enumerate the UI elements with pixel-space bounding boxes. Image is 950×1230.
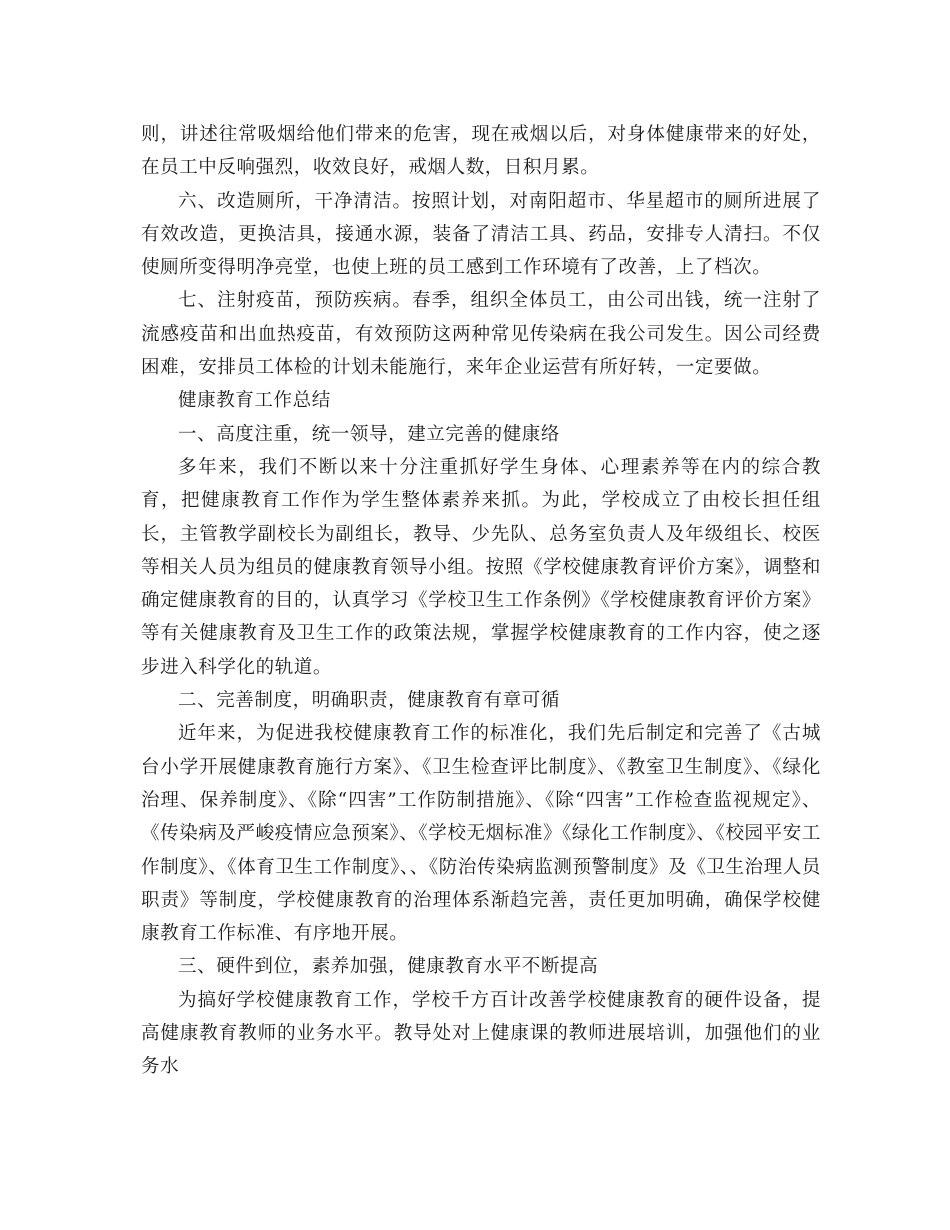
paragraph-toilet-renovation: 六、改造厕所，干净清洁。按照计划，对南阳超市、华星超市的厕所进展了有效改造，更换洁具，接通水源，装备了清洁工具、药品，安排专人清扫。不仅使厕所变得明净亮堂，也使上班的员工感到工作环境有了改善，上了档次。 [141,190,821,279]
paragraph-leadership: 多年来，我们不断以来十分注重抓好学生身体、心理素养等在内的综合教育，把健康教育工作作为学生整体素养来抓。为此，学校成立了由校长担任组长，主管教学副校长为副组长，教导、少先队、总务室负责人及年级组长、校医等相关人员为组员的健康教育领导小组。按照《学校健康教育评价方案》，调整和确定健康教育的目的，认真学习《学校卫生工作条例》《学校健康教育评价方案》等有关健康教育及卫生工作的政策法规，掌握学校健康教育的工作内容，使之逐步进入科学化的轨道。 [141,456,821,678]
paragraph-hardware: 为搞好学校健康教育工作，学校千方百计改善学校健康教育的硬件设备，提高健康教育教师的业务水平。教导处对上健康课的教师进展培训，加强他们的业务水 [141,989,821,1078]
paragraph-smoking-cont: 则，讲述往常吸烟给他们带来的危害，现在戒烟以后，对身体健康带来的好处，在员工中反响强烈，收效良好，戒烟人数，日积月累。 [141,124,821,179]
paragraph-rules: 近年来，为促进我校健康教育工作的标准化，我们先后制定和完善了《古城台小学开展健康教育施行方案》、《卫生检查评比制度》、《教室卫生制度》、《绿化治理、保养制度》、《除“四害”工作防制措施》、《除“四害”工作检查监视规定》、《传染病及严峻疫情应急预案》、《学校无烟标准》《绿化工作制度》、《校园平安工作制度》、《体育卫生工作制度》、、《防治传染病监测预警制度》及《卫生治理人员职责》等制度，学校健康教育的治理体系渐趋完善，责任更加明确，确保学校健康教育工作标准、有序地开展。 [141,723,821,945]
heading-rules: 二、完善制度，明确职责，健康教育有章可循 [178,690,561,712]
section-title: 健康教育工作总结 [178,390,331,412]
paragraph-vaccination: 七、注射疫苗，预防疾病。春季，组织全体员工，由公司出钱，统一注射了流感疫苗和出血热疫苗，有效预防这两种常见传染病在我公司发生。因公司经费困难，安排员工体检的计划未能施行，来年企业运营有所好转，一定要做。 [141,290,821,379]
heading-leadership: 一、高度注重，统一领导，建立完善的健康络 [178,423,561,445]
document-page [141,118,821,1084]
heading-hardware: 三、硬件到位，素养加强，健康教育水平不断提高 [178,956,599,978]
